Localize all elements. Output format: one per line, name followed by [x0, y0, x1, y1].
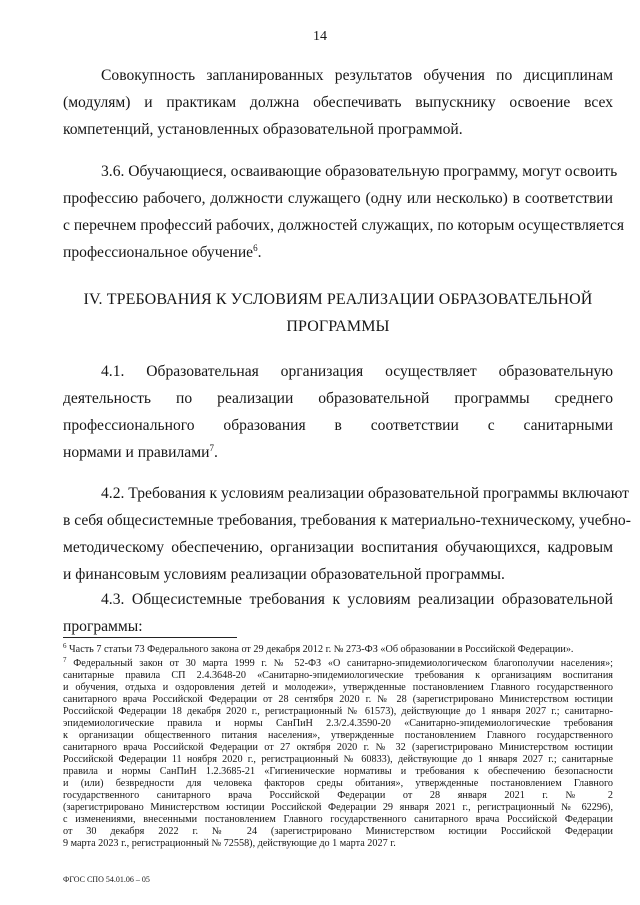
paragraph-2-line-1: 3.6. Обучающиеся, осваивающие образовательную программу, могут освоить	[101, 163, 618, 180]
paragraph-1-line-3: компетенций, установленных образовательной программой.	[63, 121, 463, 138]
footnote-7-line-11: и (или) безвредности для человека факторов среды обитания», утвержденные постановлением Главного	[63, 778, 613, 789]
footnote-7-line-15: от 30 декабря 2022 г. № 24 (зарегистрировано Министерством юстиции Российской Федерации	[63, 826, 613, 837]
footnote-7-line-16: 9 марта 2023 г., регистрационный № 72558), действующие до 1 марта 2027 г.	[63, 838, 396, 849]
page-number: 14	[313, 29, 327, 44]
footnote-7-line-1	[63, 658, 613, 670]
footnote-7-line-4: санитарного врача Российской Федерации от 28 сентября 2020 г. № 28 (зарегистрировано Министерством юстиции	[63, 694, 613, 705]
footnote-7-line-7: к организации общественного питания населения», утвержденные постановлением Главного государственного	[63, 730, 613, 741]
paragraph-4-line-2: в себя общесистемные требования, требования к материально-техническому, учебно-	[63, 512, 631, 529]
footnote-ref-6[interactable]: 6	[253, 243, 258, 253]
paragraph-3-line-1: 4.1. Образовательная организация осуществляет образовательную	[101, 363, 613, 380]
footnote-7-line-2: санитарные правила СП 2.4.3648-20 «Санитарно-эпидемиологические требования к организациям воспитания	[63, 670, 613, 681]
footnote-6	[63, 644, 613, 656]
paragraph-3-end: .	[213, 444, 218, 461]
footnote-ref-7[interactable]: 7	[209, 443, 214, 453]
section-heading-line-1: IV. ТРЕБОВАНИЯ К УСЛОВИЯМ РЕАЛИЗАЦИИ ОБРАЗОВАТЕЛЬНОЙ	[83, 291, 593, 308]
footnote-7-mark: 7	[63, 656, 67, 664]
paragraph-2-line-4	[63, 243, 613, 263]
footnote-6-text: Часть 7 статьи 73 Федерального закона от 29 декабря 2012 г. № 273-ФЗ «Об образовании в Российской Федерации».	[66, 644, 574, 655]
paragraph-4-line-1: 4.2. Требования к условиям реализации образовательной программы включают	[101, 485, 630, 502]
footnote-7-line-5: Российской Федерации 18 декабря 2020 г., регистрационный № 61573), действующие до 1 января 2027 г.; санитарно-	[63, 706, 613, 717]
paragraph-1-line-1: Совокупность запланированных результатов обучения по дисциплинам	[101, 67, 613, 84]
footnote-7-line-6: эпидемиологические правила и нормы СанПиН 2.3/2.4.3590-20 «Санитарно-эпидемиологические требования	[63, 718, 613, 729]
footnote-6-mark: 6	[63, 642, 67, 650]
paragraph-3-line-4	[63, 443, 613, 463]
paragraph-5-line-2: программы:	[63, 618, 143, 635]
paragraph-2-text: профессиональное обучение	[63, 244, 254, 261]
footnote-7-line-12: государственного санитарного врача Российской Федерации от 28 января 2021 г. № 2	[63, 790, 613, 801]
footnote-7-text: Федеральный закон от 30 марта 1999 г. № 52-ФЗ «О санитарно-эпидемиологическом благополучии населения»;	[66, 658, 613, 669]
footnote-7-line-3: и обучения, отдыха и оздоровления детей и молодежи», утвержденные постановлением Главного государственного	[63, 682, 613, 693]
paragraph-1-line-2: (модулям) и практикам должна обеспечивать выпускнику освоение всех	[63, 94, 613, 111]
paragraph-2-line-2: профессию рабочего, должности служащего (одну или несколько) в соответствии	[63, 190, 613, 207]
footnote-separator	[63, 637, 237, 638]
paragraph-2-end: .	[257, 244, 262, 261]
paragraph-3-line-3: профессионального образования в соответствии с санитарными	[63, 417, 613, 434]
footnote-7-line-9: Российской Федерации 11 ноября 2020 г., регистрационный № 60833), действующие до 1 января 2027 г.; санитарные	[63, 754, 613, 765]
paragraph-3-line-2: деятельность по реализации образовательной программы среднего	[63, 390, 613, 407]
document-footer-code: ФГОС СПО 54.01.06 – 05	[63, 875, 150, 884]
paragraph-2-line-3: с перечнем профессий рабочих, должностей служащих, по которым осуществляется	[63, 217, 625, 234]
footnote-7-line-13: (зарегистрировано Министерством юстиции Российской Федерации 29 января 2021 г., регистрационный № 62296),	[63, 802, 613, 813]
paragraph-5-line-1: 4.3. Общесистемные требования к условиям реализации образовательной	[101, 591, 613, 608]
paragraph-3-text: нормами и правилами	[63, 444, 210, 461]
paragraph-4-line-4: и финансовым условиям реализации образовательной программы.	[63, 566, 505, 583]
paragraph-4-line-3: методическому обеспечению, организации воспитания обучающихся, кадровым	[63, 539, 613, 556]
footnote-7-line-10: правила и нормы СанПиН 1.2.3685-21 «Гигиенические нормативы и требования к обеспечению безопасности	[63, 766, 613, 777]
footnote-7-line-14: с изменениями, внесенными постановлением Главного государственного санитарного врача Российской Федерации	[63, 814, 613, 825]
section-heading-line-2: ПРОГРАММЫ	[286, 318, 390, 335]
footnote-7-line-8: санитарного врача Российской Федерации от 27 октября 2020 г. № 32 (зарегистрировано Министерством юстиции	[63, 742, 613, 753]
